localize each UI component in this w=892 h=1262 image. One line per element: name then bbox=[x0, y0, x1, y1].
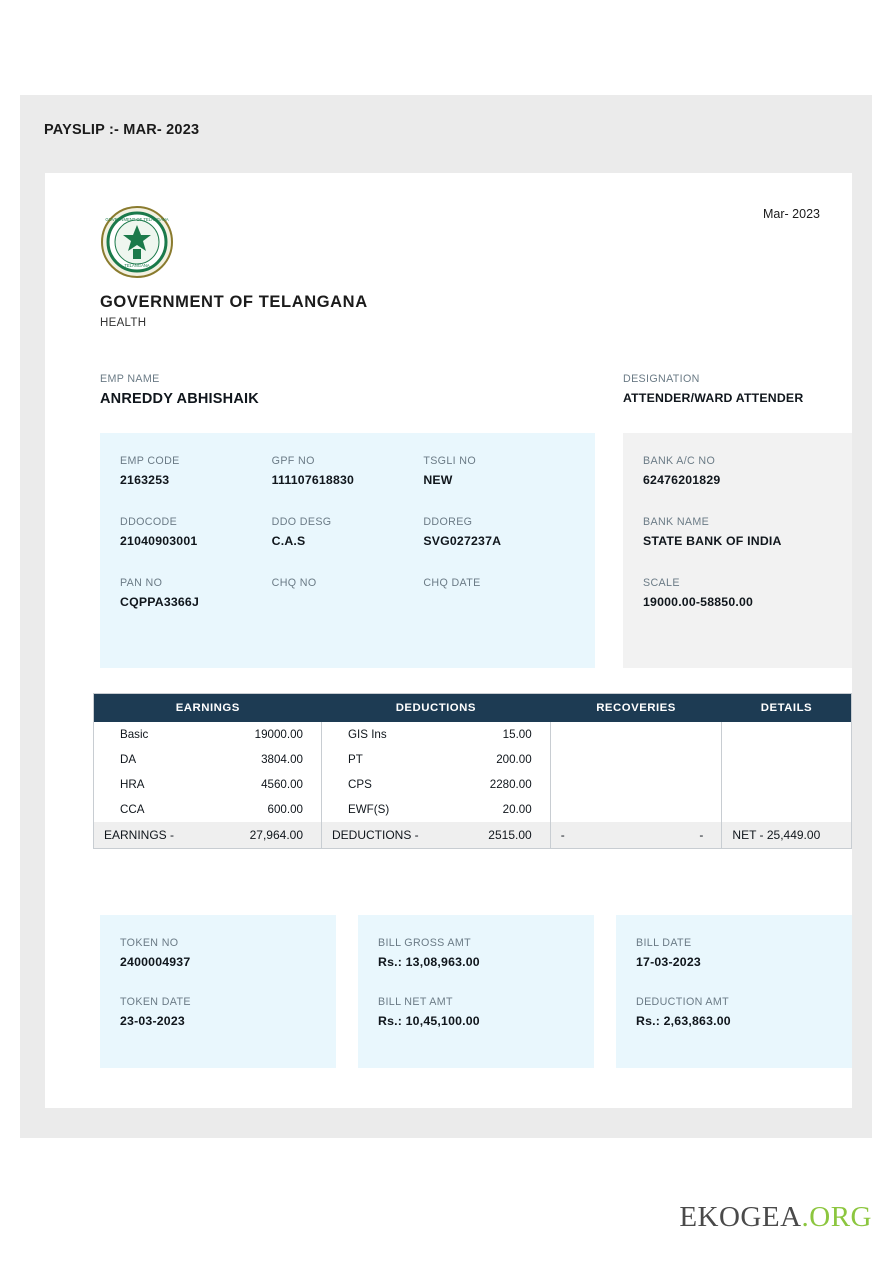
info-label: DDOCODE bbox=[120, 516, 178, 528]
total-deductions-amount: 2515.00 bbox=[438, 822, 550, 848]
svg-text:TELANGANA: TELANGANA bbox=[124, 263, 150, 268]
info-label: TSGLI NO bbox=[423, 455, 477, 467]
bank-info-panel bbox=[623, 433, 852, 668]
table-row bbox=[94, 722, 851, 747]
recovery-label bbox=[550, 747, 640, 772]
info-value: SVG027237A bbox=[423, 534, 502, 548]
bill-date-box bbox=[616, 915, 852, 1068]
table-row bbox=[94, 772, 851, 797]
info-label: SCALE bbox=[643, 577, 680, 589]
info-label: BANK NAME bbox=[643, 516, 710, 528]
net-pay-value: NET - 25,449.00 bbox=[722, 822, 851, 848]
earning-amount: 19000.00 bbox=[254, 728, 303, 741]
info-value: Rs.: 13,08,963.00 bbox=[378, 955, 480, 969]
table-row bbox=[94, 797, 851, 822]
government-name: GOVERNMENT OF TELANGANA bbox=[100, 293, 368, 311]
designation-block bbox=[623, 373, 803, 405]
deduction-amount: 2280.00 bbox=[489, 778, 532, 791]
deduction-amount: 200.00 bbox=[496, 753, 532, 766]
department-name: HEALTH bbox=[100, 317, 147, 329]
info-label: PAN NO bbox=[120, 577, 163, 589]
payslip-card bbox=[45, 173, 852, 1108]
info-value: CQPPA3366J bbox=[120, 595, 200, 609]
info-value: 21040903001 bbox=[120, 534, 198, 548]
recovery-label bbox=[550, 722, 640, 747]
total-earnings-label: EARNINGS - bbox=[94, 822, 208, 848]
info-label: CHQ NO bbox=[271, 577, 317, 589]
info-value: C.A.S bbox=[271, 534, 306, 548]
deduction-label: PT bbox=[322, 747, 439, 772]
info-label: BILL DATE bbox=[636, 937, 692, 949]
info-cell bbox=[423, 577, 575, 609]
employee-name-label: EMP NAME bbox=[100, 373, 160, 385]
info-label: DDOREG bbox=[423, 516, 473, 528]
watermark-name: EKOGEA bbox=[679, 1201, 802, 1233]
earning-label: DA bbox=[120, 753, 137, 766]
info-cell bbox=[643, 516, 832, 548]
payslip-period: Mar- 2023 bbox=[763, 207, 820, 221]
recovery-amount bbox=[641, 722, 722, 747]
info-cell bbox=[423, 455, 575, 487]
info-value: STATE BANK OF INDIA bbox=[643, 534, 782, 548]
total-recoveries-amount: - bbox=[641, 822, 722, 848]
info-value: 2163253 bbox=[120, 473, 170, 487]
earning-label: CCA bbox=[120, 803, 145, 816]
info-cell bbox=[120, 455, 272, 487]
recovery-label bbox=[550, 772, 640, 797]
bill-amount-box bbox=[358, 915, 594, 1068]
svg-text:GOVERNMENT OF TELANGANA: GOVERNMENT OF TELANGANA bbox=[105, 217, 169, 222]
watermark-tld: .ORG bbox=[801, 1201, 872, 1233]
info-label: EMP CODE bbox=[120, 455, 180, 467]
earning-amount: 4560.00 bbox=[261, 778, 303, 791]
info-label: GPF NO bbox=[271, 455, 315, 467]
info-cell bbox=[120, 516, 272, 548]
earning-amount: 3804.00 bbox=[261, 753, 303, 766]
earning-amount: 600.00 bbox=[267, 803, 303, 816]
info-value: 62476201829 bbox=[643, 473, 721, 487]
info-label: DDO DESG bbox=[271, 516, 332, 528]
details-value bbox=[722, 772, 851, 797]
designation-label: DESIGNATION bbox=[623, 373, 700, 385]
info-label: CHQ DATE bbox=[423, 577, 481, 589]
earning-label: Basic bbox=[120, 728, 149, 741]
employee-name-value: ANREDDY ABHISHAIK bbox=[100, 391, 259, 407]
employee-name-block bbox=[100, 373, 259, 407]
info-cell bbox=[643, 577, 832, 609]
recovery-amount bbox=[641, 797, 722, 822]
table-totals-row bbox=[94, 822, 851, 848]
info-value: 19000.00-58850.00 bbox=[643, 595, 754, 609]
info-cell bbox=[120, 577, 272, 609]
page-title: PAYSLIP :- MAR- 2023 bbox=[44, 122, 200, 138]
info-value: Rs.: 10,45,100.00 bbox=[378, 1014, 480, 1028]
table-header-row bbox=[94, 694, 851, 722]
total-deductions-label: DEDUCTIONS - bbox=[322, 822, 439, 848]
column-header-details: DETAILS bbox=[722, 694, 851, 722]
info-label: BILL NET AMT bbox=[378, 996, 453, 1008]
info-cell bbox=[636, 996, 832, 1028]
info-cell bbox=[643, 455, 832, 487]
info-label: BANK A/C NO bbox=[643, 455, 716, 467]
telangana-emblem-icon bbox=[100, 205, 174, 279]
table-row bbox=[94, 747, 851, 772]
total-earnings-amount: 27,964.00 bbox=[208, 822, 322, 848]
info-label: DEDUCTION AMT bbox=[636, 996, 730, 1008]
total-recoveries-label: - bbox=[550, 822, 640, 848]
designation-value: ATTENDER/WARD ATTENDER bbox=[623, 391, 804, 405]
deduction-label: GIS Ins bbox=[322, 722, 439, 747]
details-value bbox=[722, 747, 851, 772]
details-value bbox=[722, 722, 851, 747]
earning-label: HRA bbox=[120, 778, 145, 791]
info-value: NEW bbox=[423, 473, 453, 487]
employee-info-panel bbox=[100, 433, 595, 668]
details-value bbox=[722, 797, 851, 822]
info-value: 17-03-2023 bbox=[636, 955, 701, 969]
recovery-amount bbox=[641, 747, 722, 772]
deduction-label: CPS bbox=[322, 772, 439, 797]
info-value: Rs.: 2,63,863.00 bbox=[636, 1014, 731, 1028]
bill-summary-row bbox=[100, 915, 852, 1068]
info-cell bbox=[423, 516, 575, 548]
info-label: TOKEN NO bbox=[120, 937, 179, 949]
info-label: BILL GROSS AMT bbox=[378, 937, 471, 949]
info-cell bbox=[120, 937, 316, 969]
payroll-table bbox=[93, 693, 852, 849]
info-value: 111107618830 bbox=[271, 473, 355, 487]
deduction-label: EWF(S) bbox=[322, 797, 439, 822]
site-watermark bbox=[679, 1201, 872, 1234]
info-cell bbox=[272, 577, 424, 609]
recovery-amount bbox=[641, 772, 722, 797]
info-cell bbox=[378, 937, 574, 969]
token-info-box bbox=[100, 915, 336, 1068]
info-cell bbox=[378, 996, 574, 1028]
info-label: TOKEN DATE bbox=[120, 996, 191, 1008]
info-cell bbox=[272, 455, 424, 487]
info-value: 23-03-2023 bbox=[120, 1014, 185, 1028]
info-value: 2400004937 bbox=[120, 955, 191, 969]
info-cell bbox=[120, 996, 316, 1028]
deduction-amount: 15.00 bbox=[502, 728, 532, 741]
info-cell bbox=[636, 937, 832, 969]
deduction-amount: 20.00 bbox=[502, 803, 532, 816]
column-header-earnings: EARNINGS bbox=[94, 694, 322, 722]
info-cell bbox=[272, 516, 424, 548]
column-header-deductions: DEDUCTIONS bbox=[322, 694, 551, 722]
column-header-recoveries: RECOVERIES bbox=[550, 694, 722, 722]
payslip-outer-panel bbox=[20, 95, 872, 1138]
recovery-label bbox=[550, 797, 640, 822]
